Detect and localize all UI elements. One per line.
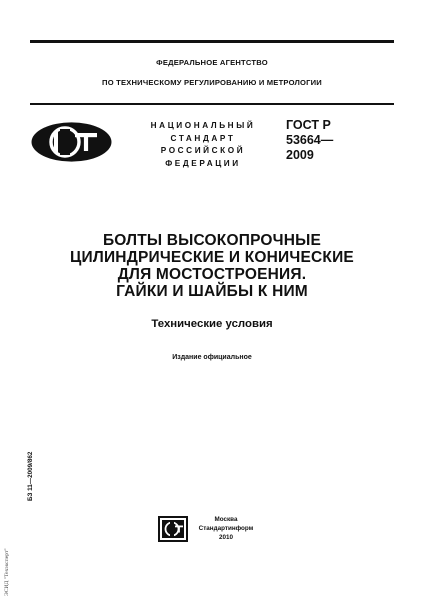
national-standard-line: НАЦИОНАЛЬНЫЙ [150, 121, 256, 130]
bz-code: БЗ 11—2009/862 [27, 451, 34, 501]
agency-name-line2: ПО ТЕХНИЧЕСКОМУ РЕГУЛИРОВАНИЮ И МЕТРОЛОГИИ [102, 78, 322, 87]
publisher-line: Москва [214, 516, 238, 523]
publisher-line: Стандартинформ [198, 525, 254, 532]
national-standard-line: ФЕДЕРАЦИИ [165, 158, 241, 168]
title-line: БОЛТЫ ВЫСОКОПРОЧНЫЕ [102, 232, 322, 249]
standartinform-logo-icon [158, 516, 188, 542]
designation-line: 53664— [286, 133, 334, 147]
title-line: ГАЙКИ И ШАЙБЫ К НИМ [116, 283, 308, 300]
national-standard-line: РОССИЙСКОЙ [160, 146, 246, 155]
header-rule [30, 103, 394, 105]
national-standard-block [128, 120, 278, 170]
document-subtitle: Технические условия [151, 318, 273, 330]
edition-label: Издание официальное [172, 354, 252, 361]
standard-designation [286, 118, 376, 163]
watermark-text: ЭСИД "Техэксперт" [4, 548, 10, 596]
gost-r-logo-icon [30, 121, 113, 163]
title-line: ЦИЛИНДРИЧЕСКИЕ И КОНИЧЕСКИЕ [70, 249, 354, 266]
agency-name-line1: ФЕДЕРАЛЬНОЕ АГЕНТСТВО [156, 58, 268, 67]
title-line: ДЛЯ МОСТОСТРОЕНИЯ. [117, 266, 307, 283]
top-rule [30, 40, 394, 43]
publisher-line: 2010 [218, 534, 233, 541]
national-standard-line: СТАНДАРТ [170, 133, 236, 143]
designation-line: 2009 [286, 148, 314, 162]
designation-line: ГОСТ Р [286, 118, 331, 132]
document-title [30, 232, 394, 300]
publisher-info [196, 515, 256, 542]
